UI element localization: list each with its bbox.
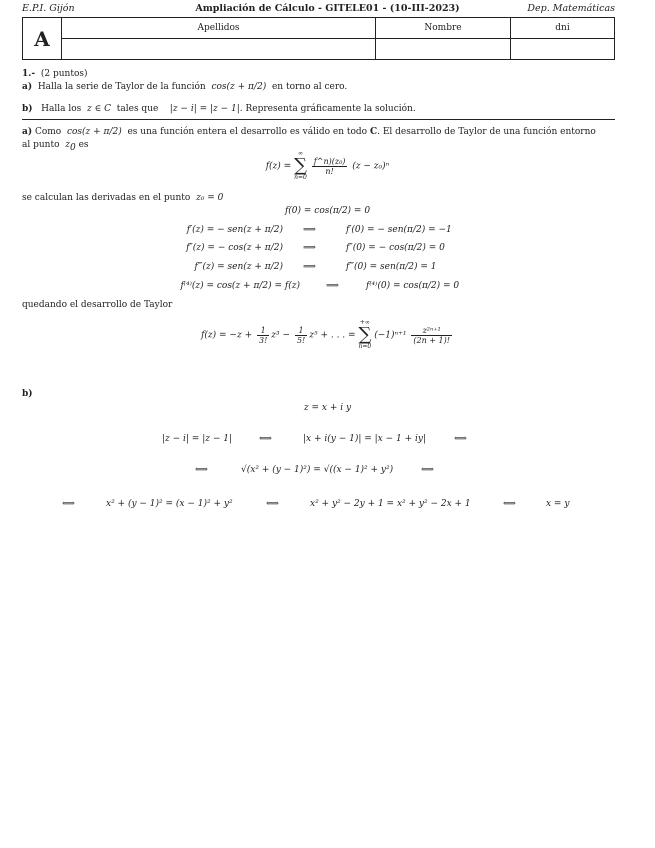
derivative-0: f(0) = cos(π/2) = 0 bbox=[284, 206, 371, 216]
derivative-2-value: f″(0) = − cos(π/2) = 0 bbox=[346, 243, 445, 253]
surname-field[interactable] bbox=[62, 39, 376, 60]
iff-arrow: ⟺ bbox=[195, 465, 208, 475]
implies-arrow: ⟹ bbox=[303, 243, 316, 253]
derivative-4-value: f⁽⁴⁾(0) = cos(π/2) = 0 bbox=[366, 281, 460, 291]
dni-field[interactable] bbox=[511, 39, 615, 60]
solution-result: x = y bbox=[546, 499, 570, 509]
taylor-formula: f(z) = ∞ ∑ n=0 $\frac{\text{f\textasciicircum{}n)(z₀)}}{n!}$ (z − z₀)ⁿ bbox=[265, 150, 390, 181]
taylor-series-result: f(z) = −z + $\frac{1}{3!}$ z³ − $\frac{1}{5!}$ z⁵ + . . . = +∞ ∑ n=0 (−1)ⁿ⁺¹ $\frac{\text{z²ⁿ⁺¹}}{(2n + 1)!}$ bbox=[201, 319, 450, 350]
problem-part-a: a) Halla la serie de Taylor de la función cos(z + π/2) en torno al cero. bbox=[22, 82, 348, 92]
iff-arrow: ⟺ bbox=[266, 499, 279, 509]
surname-header: Apellidos bbox=[62, 18, 376, 39]
problem-part-b: b) Halla los z ∈ C tales que |z − i| = |z − 1|. Representa gráficamente la solución. bbox=[22, 104, 416, 114]
student-id-table bbox=[22, 17, 615, 60]
implies-arrow: ⟹ bbox=[303, 262, 316, 272]
dni-header: dni bbox=[511, 18, 615, 39]
school-name: E.P.I. Gijón bbox=[22, 3, 75, 14]
derivative-1-general: f′(z) = − sen(z + π/2) bbox=[186, 225, 283, 235]
iff-arrow: ⟺ bbox=[62, 499, 75, 509]
solution-a-point: al punto $z_0$ es bbox=[22, 140, 89, 153]
equation-roots: √(x² + (y − 1)²) = √((x − 1)² + y²) bbox=[241, 465, 394, 475]
derivative-1-value: f′(0) = − sen(π/2) = −1 bbox=[346, 225, 452, 235]
department-name: Dep. Matemáticas bbox=[527, 3, 615, 14]
name-header: Nombre bbox=[376, 18, 511, 39]
equation-modulus: |z − i| = |z − 1| bbox=[162, 434, 233, 444]
equation-components: |x + i(y − 1)| = |x − 1 + iy| bbox=[303, 434, 426, 444]
iff-arrow: ⟺ bbox=[259, 434, 272, 444]
iff-arrow: ⟺ bbox=[421, 465, 434, 475]
derivatives-intro: se calculan las derivadas en el punto z₀ = 0 bbox=[22, 193, 224, 203]
exam-title: Ampliación de Cálculo - GITELE01 - (10-III-2023) bbox=[195, 3, 460, 14]
implies-arrow: ⟹ bbox=[326, 281, 339, 291]
derivative-3-general: f‴(z) = sen(z + π/2) bbox=[194, 262, 283, 272]
derivative-3-value: f‴(0) = sen(π/2) = 1 bbox=[346, 262, 437, 272]
name-field[interactable] bbox=[376, 39, 511, 60]
derivative-2-general: f″(z) = − cos(z + π/2) bbox=[186, 243, 283, 253]
problem-heading: 1.- (2 puntos) bbox=[22, 69, 88, 79]
equation-squared: x² + (y − 1)² = (x − 1)² + y² bbox=[106, 499, 233, 509]
derivative-4-general: f⁽⁴⁾(z) = cos(z + π/2) = f(z) bbox=[180, 281, 300, 291]
solution-b-label: b) bbox=[22, 389, 33, 399]
implies-arrow: ⟹ bbox=[303, 225, 316, 235]
taylor-result-intro: quedando el desarrollo de Taylor bbox=[22, 300, 173, 310]
section-divider bbox=[22, 119, 615, 120]
z-definition: z = x + i y bbox=[303, 403, 352, 413]
iff-arrow: ⟺ bbox=[454, 434, 467, 444]
exam-version: A bbox=[23, 18, 62, 60]
iff-arrow: ⟺ bbox=[503, 499, 516, 509]
equation-expanded: x² + y² − 2y + 1 = x² + y² − 2x + 1 bbox=[310, 499, 471, 509]
solution-a-paragraph: a) Como cos(z + π/2) es una función entera el desarrollo es válido en todo C. El desarrollo de Taylor de una función entorno bbox=[22, 127, 596, 137]
